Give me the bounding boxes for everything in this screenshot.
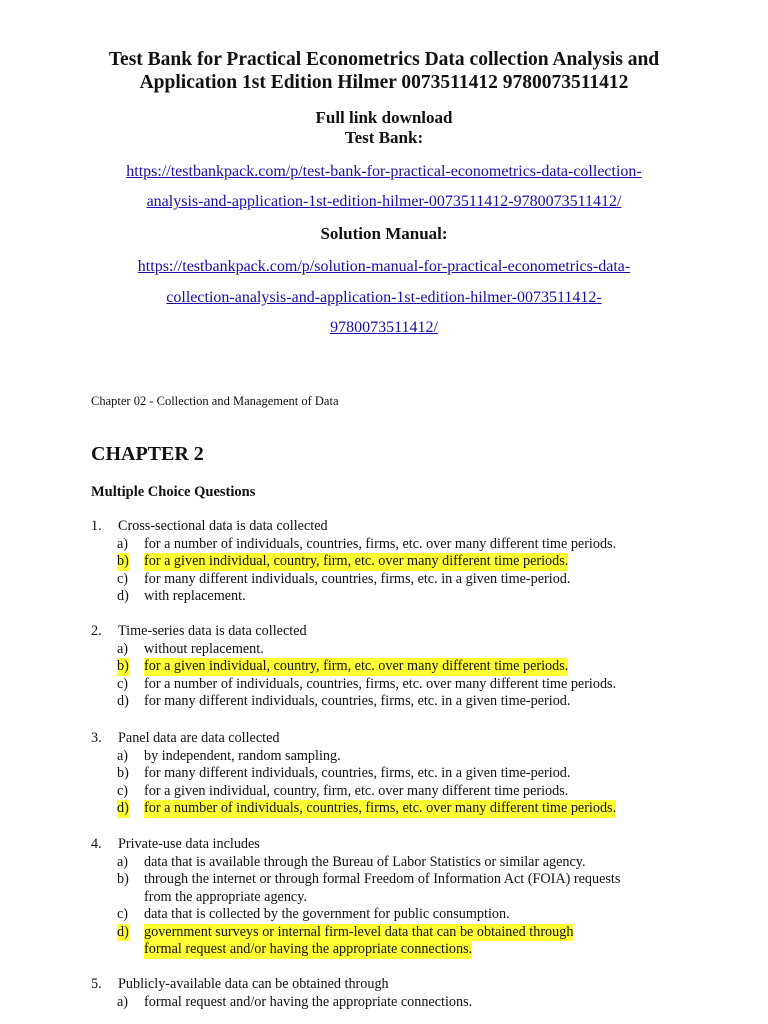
title-line-1: Test Bank for Practical Econometrics Data collection Analysis and	[108, 49, 660, 70]
solution-link-line-3[interactable]: 9780073511412/	[330, 319, 438, 336]
question-number: 1.	[91, 518, 102, 534]
answer-option-highlighted	[91, 800, 711, 818]
question-1	[91, 518, 711, 606]
answer-option	[91, 693, 711, 711]
option-text: formal request and/or having the appropriate connections.	[144, 993, 473, 1010]
solution-manual-label: Solution Manual:	[320, 224, 448, 243]
question-stem	[91, 623, 711, 641]
option-letter: d)	[117, 923, 129, 940]
answer-option	[91, 571, 711, 589]
option-letter: b)	[117, 658, 129, 674]
answer-option	[91, 536, 711, 554]
option-letter: d)	[117, 800, 129, 816]
option-letter: a)	[117, 535, 129, 552]
chapter-title: CHAPTER 2	[91, 443, 204, 465]
test-bank-label: Test Bank:	[344, 128, 424, 147]
option-letter: b)	[117, 765, 129, 781]
option-text: for a number of individuals, countries, firms, etc. over many different time periods.	[144, 535, 617, 552]
question-stem	[91, 518, 711, 536]
question-3	[91, 730, 711, 818]
option-text: without replacement.	[144, 640, 264, 657]
question-stem	[91, 730, 711, 748]
option-text: for a given individual, country, firm, etc. over many different time periods.	[144, 782, 569, 799]
option-text: for many different individuals, countries, firms, etc. in a given time-period.	[144, 765, 571, 781]
answer-option	[91, 906, 711, 924]
answer-option	[91, 765, 711, 783]
option-text-continued: from the appropriate agency.	[144, 888, 307, 905]
option-text: for many different individuals, countries, firms, etc. in a given time-period.	[144, 693, 571, 709]
option-text: for a number of individuals, countries, firms, etc. over many different time periods.	[144, 800, 617, 816]
section-title: Multiple Choice Questions	[91, 484, 256, 500]
option-letter: a)	[117, 747, 129, 764]
solution-link-line-2[interactable]: collection-analysis-and-application-1st-edition-hilmer-0073511412-	[166, 289, 602, 306]
test-bank-link-line-1[interactable]: https://testbankpack.com/p/test-bank-for-practical-econometrics-data-collection-	[126, 163, 642, 180]
question-stem	[91, 976, 711, 994]
question-text: Private-use data includes	[118, 836, 260, 852]
question-5	[91, 976, 711, 1011]
option-letter: c)	[117, 570, 129, 587]
document-title	[40, 48, 728, 94]
option-text: for many different individuals, countries, firms, etc. in a given time-period.	[144, 570, 571, 587]
question-text: Panel data are data collected	[118, 730, 280, 746]
option-letter: c)	[117, 782, 129, 799]
question-2	[91, 623, 711, 711]
option-text: government surveys or internal firm-level data that can be obtained through	[144, 923, 574, 940]
option-text: for a number of individuals, countries, firms, etc. over many different time periods.	[144, 675, 617, 692]
option-letter: c)	[117, 675, 129, 692]
option-letter: a)	[117, 640, 129, 657]
answer-option	[91, 854, 711, 872]
answer-option	[91, 783, 711, 801]
option-text-continued: formal request and/or having the appropriate connections.	[144, 941, 473, 957]
option-letter: d)	[117, 693, 129, 709]
running-header: Chapter 02 - Collection and Management of Data	[91, 394, 339, 408]
option-text: data that is collected by the government for public consumption.	[144, 906, 510, 922]
answer-option-highlighted	[91, 658, 711, 676]
question-text: Cross-sectional data is data collected	[118, 518, 328, 534]
answer-option-highlighted	[91, 553, 711, 571]
solution-link-line-1[interactable]: https://testbankpack.com/p/solution-manual-for-practical-econometrics-data-	[137, 258, 631, 275]
answer-option	[91, 676, 711, 694]
answer-option-highlighted	[91, 924, 711, 959]
option-text: by independent, random sampling.	[144, 747, 341, 764]
option-letter: a)	[117, 853, 129, 870]
option-text: through the internet or through formal Freedom of Information Act (FOIA) requests	[144, 871, 621, 887]
answer-option	[91, 748, 711, 766]
option-letter: a)	[117, 993, 129, 1010]
option-text: data that is available through the Bureau of Labor Statistics or similar agency.	[144, 853, 586, 870]
answer-option	[91, 588, 711, 606]
answer-option	[91, 994, 711, 1012]
title-line-2: Application 1st Edition Hilmer 0073511412 9780073511412	[139, 72, 629, 93]
option-text: for a given individual, country, firm, etc. over many different time periods.	[144, 553, 569, 569]
question-number: 3.	[91, 730, 102, 746]
answer-option	[91, 641, 711, 659]
answer-option	[91, 871, 711, 906]
option-letter: d)	[117, 588, 129, 604]
question-stem	[91, 836, 711, 854]
question-number: 4.	[91, 836, 102, 852]
question-4	[91, 836, 711, 959]
option-text: with replacement.	[144, 588, 246, 604]
question-number: 5.	[91, 976, 102, 992]
test-bank-link-line-2[interactable]: analysis-and-application-1st-edition-hilmer-0073511412-9780073511412/	[146, 193, 622, 210]
option-letter: b)	[117, 553, 129, 569]
option-text: for a given individual, country, firm, etc. over many different time periods.	[144, 658, 569, 674]
full-link-label: Full link download	[315, 108, 453, 127]
question-text: Publicly-available data can be obtained through	[118, 976, 389, 992]
option-letter: b)	[117, 871, 129, 887]
question-number: 2.	[91, 623, 102, 639]
question-text: Time-series data is data collected	[118, 623, 307, 639]
option-letter: c)	[117, 906, 129, 922]
